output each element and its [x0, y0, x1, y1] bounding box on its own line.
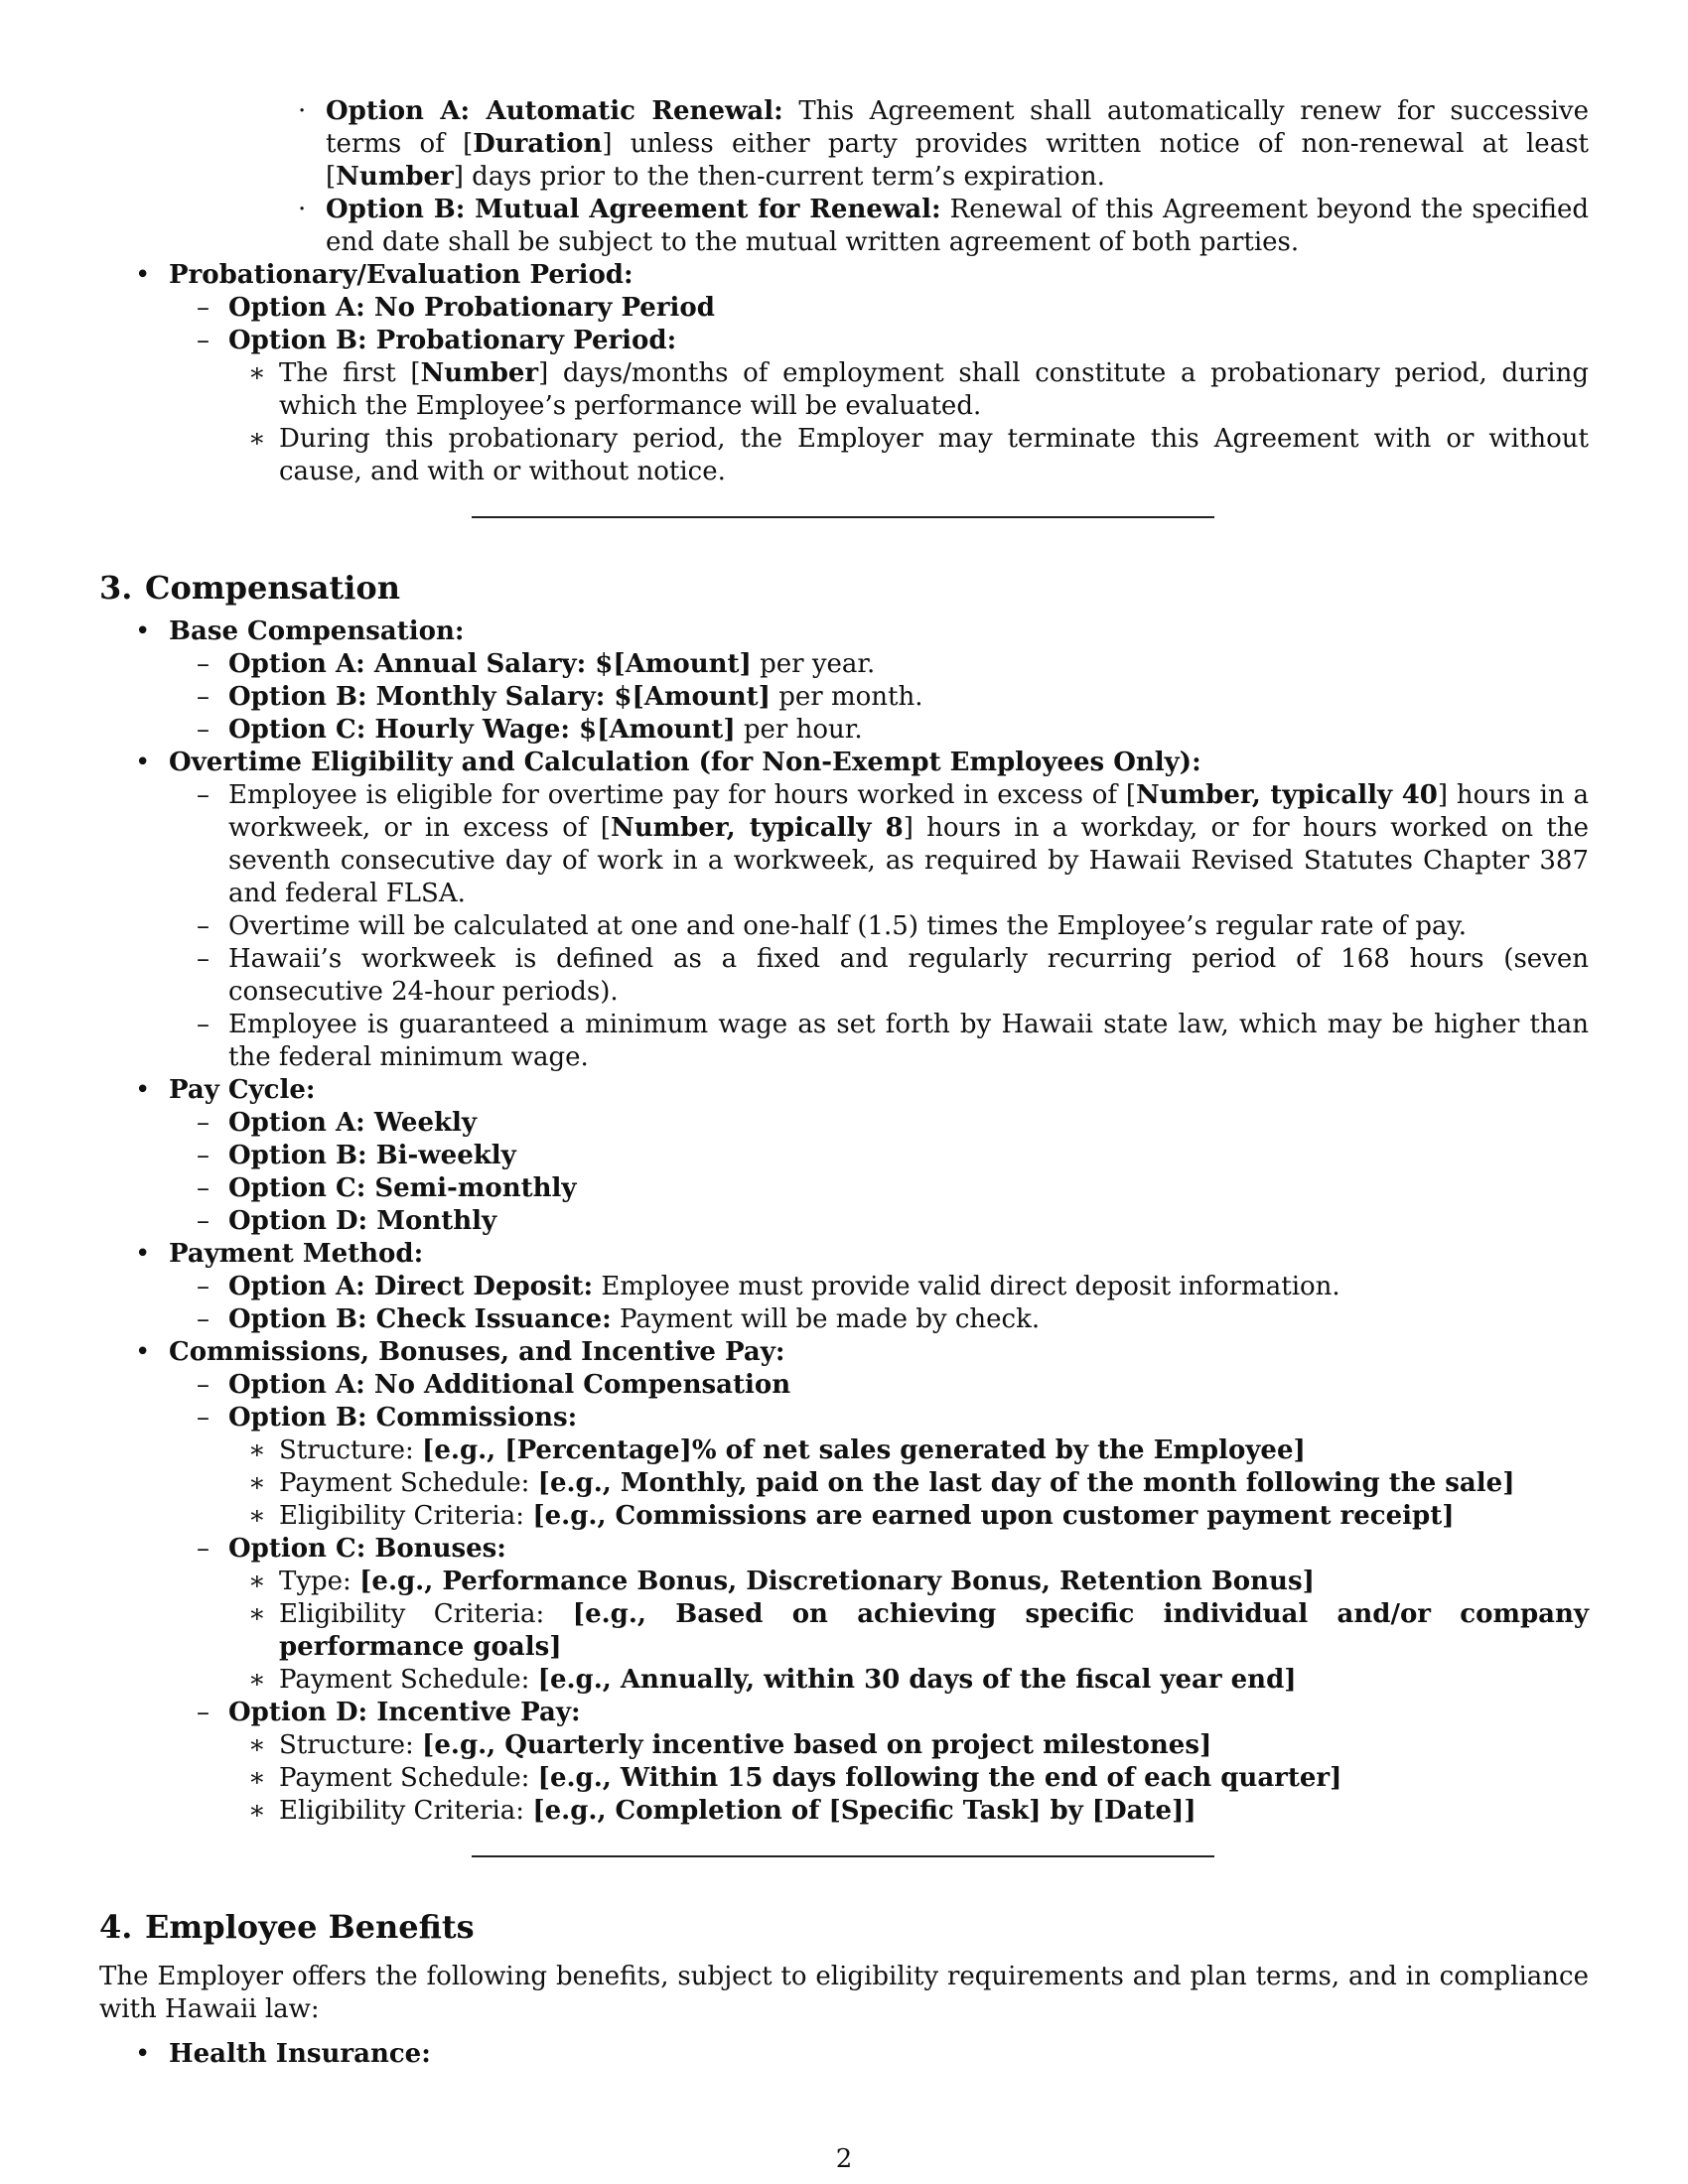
benefits-intro: The Employer offers the following benefits, subject to eligibility requirements and plan terms, and in compliance with Hawaii law: [99, 1962, 1589, 2024]
probation-item-2: ∗ During this probationary period, the Employer may terminate this Agreement with or without cause, and with or without notice. [248, 424, 1589, 486]
dash-icon: – [197, 326, 210, 355]
page-number: 2 [835, 2144, 853, 2174]
bullet-dot: · [298, 96, 307, 126]
base-option-a: – Option A: Annual Salary: $[Amount] per year. [197, 649, 876, 679]
comm-b-item: ∗ Eligibility Criteria: [e.g., Commissions are earned upon customer payment receipt] [248, 1501, 1455, 1531]
asterisk-icon: ∗ [248, 1599, 266, 1629]
comm-option-d: – Option D: Incentive Pay: [197, 1698, 581, 1727]
comm-b-item: ∗ Structure: [e.g., [Percentage]% of net sales generated by the Employee] [248, 1435, 1306, 1465]
dash-icon: – [197, 1272, 210, 1301]
asterisk-icon: ∗ [248, 1567, 266, 1596]
overtime-item-1: – Employee is eligible for overtime pay for hours worked in excess of [Number, typically 40] hours in a workweek, or in excess of [Number, typically 8] hours in a workday, or for hours worked on the seventh consecutive day of work in a workweek, as required by Hawaii Revised Statutes Chapter 387 and federal FLSA. [197, 780, 1589, 908]
bullet-icon: • [135, 616, 151, 646]
health-insurance-heading: • Health Insurance: [135, 2039, 431, 2069]
renewal-option-a: · Option A: Automatic Renewal: This Agreement shall automatically renew for successive terms of [Duration] unless either party provides written notice of non-renewal at least [Number] days prior to the then-current term’s expiration. [298, 96, 1590, 192]
section-divider [472, 516, 1214, 518]
probation-option-b: – Option B: Probationary Period: [197, 326, 677, 355]
asterisk-icon: ∗ [248, 1435, 266, 1465]
dash-icon: – [197, 715, 210, 745]
overtime-item-3: – Hawaii’s workweek is defined as a fixed and regularly recurring period of 168 hours (seven consecutive 24-hour periods). [197, 944, 1589, 1007]
overtime-item-4: – Employee is guaranteed a minimum wage as set forth by Hawaii state law, which may be higher than the federal minimum wage. [197, 1010, 1589, 1072]
bullet-icon: • [135, 1075, 151, 1105]
dash-icon: – [197, 1370, 210, 1400]
bullet-icon: • [135, 1239, 151, 1269]
asterisk-icon: ∗ [248, 1665, 266, 1695]
dash-icon: – [197, 1141, 210, 1170]
document-page [99, 95, 1589, 2071]
payment-option-b: – Option B: Check Issuance: Payment will be made by check. [197, 1304, 1041, 1334]
comm-b-item: ∗ Payment Schedule: [e.g., Monthly, paid on the last day of the month following the sale] [248, 1468, 1515, 1498]
asterisk-icon: ∗ [248, 1501, 266, 1531]
dash-icon: – [197, 944, 210, 974]
pay-cycle-heading: • Pay Cycle: [135, 1075, 316, 1105]
dash-icon: – [197, 293, 210, 323]
asterisk-icon: ∗ [248, 358, 266, 388]
bullet-icon: • [135, 260, 151, 290]
comm-c-item: ∗ Payment Schedule: [e.g., Annually, within 30 days of the fiscal year end] [248, 1665, 1297, 1695]
section-divider [472, 1855, 1214, 1857]
overtime-heading: • Overtime Eligibility and Calculation (for Non-Exempt Employees Only): [135, 748, 1201, 777]
comm-option-b: – Option B: Commissions: [197, 1403, 578, 1433]
pay-cycle-option-d: – Option D: Monthly [197, 1206, 497, 1236]
asterisk-icon: ∗ [248, 1796, 266, 1826]
payment-method-heading: • Payment Method: [135, 1239, 424, 1269]
dash-icon: – [197, 1534, 210, 1564]
bullet-dot: · [298, 195, 307, 224]
asterisk-icon: ∗ [248, 1730, 266, 1760]
bullet-icon: • [135, 748, 151, 777]
bullet-icon: • [135, 1337, 151, 1367]
dash-icon: – [197, 682, 210, 712]
section-4-heading: 4. Employee Benefits [99, 1908, 475, 1946]
base-option-c: – Option C: Hourly Wage: $[Amount] per hour. [197, 715, 863, 745]
renewal-option-b: · Option B: Mutual Agreement for Renewal: Renewal of this Agreement beyond the specified end date shall be subject to the mutual written agreement of both parties. [298, 195, 1589, 257]
commissions-heading: • Commissions, Bonuses, and Incentive Pay: [135, 1337, 785, 1367]
pay-cycle-option-b: – Option B: Bi-weekly [197, 1141, 516, 1170]
base-comp-heading: • Base Compensation: [135, 616, 465, 646]
comm-option-c: – Option C: Bonuses: [197, 1534, 506, 1564]
dash-icon: – [197, 1403, 210, 1433]
pay-cycle-option-c: – Option C: Semi-monthly [197, 1173, 577, 1203]
overtime-item-2: – Overtime will be calculated at one and one-half (1.5) times the Employee’s regular rate of pay. [197, 911, 1467, 941]
probation-heading: • Probationary/Evaluation Period: [135, 260, 633, 290]
comm-c-item: ∗ Eligibility Criteria: [e.g., Based on achieving specific individual and/or company performance goals] [248, 1599, 1589, 1662]
dash-icon: – [197, 780, 210, 810]
pay-cycle-option-a: – Option A: Weekly [197, 1108, 477, 1138]
dash-icon: – [197, 1206, 210, 1236]
dash-icon: – [197, 911, 210, 941]
probation-option-a: – Option A: No Probationary Period [197, 293, 715, 323]
base-option-b: – Option B: Monthly Salary: $[Amount] per month. [197, 682, 923, 712]
comm-d-item: ∗ Payment Schedule: [e.g., Within 15 days following the end of each quarter] [248, 1763, 1342, 1793]
dash-icon: – [197, 1698, 210, 1727]
dash-icon: – [197, 1010, 210, 1039]
payment-option-a: – Option A: Direct Deposit: Employee must provide valid direct deposit information. [197, 1272, 1340, 1301]
asterisk-icon: ∗ [248, 1468, 266, 1498]
asterisk-icon: ∗ [248, 1763, 266, 1793]
comm-d-item: ∗ Eligibility Criteria: [e.g., Completion of [Specific Task] by [Date]] [248, 1796, 1196, 1826]
comm-option-a: – Option A: No Additional Compensation [197, 1370, 791, 1400]
dash-icon: – [197, 1108, 210, 1138]
comm-d-item: ∗ Structure: [e.g., Quarterly incentive based on project milestones] [248, 1730, 1212, 1760]
asterisk-icon: ∗ [248, 424, 266, 454]
comm-c-item: ∗ Type: [e.g., Performance Bonus, Discretionary Bonus, Retention Bonus] [248, 1567, 1315, 1596]
bullet-icon: • [135, 2039, 151, 2069]
dash-icon: – [197, 649, 210, 679]
section-3-heading: 3. Compensation [99, 569, 400, 607]
dash-icon: – [197, 1304, 210, 1334]
dash-icon: – [197, 1173, 210, 1203]
probation-item-1: ∗ The first [Number] days/months of employment shall constitute a probationary period, during which the Employee’s performance will be evaluated. [248, 358, 1589, 421]
